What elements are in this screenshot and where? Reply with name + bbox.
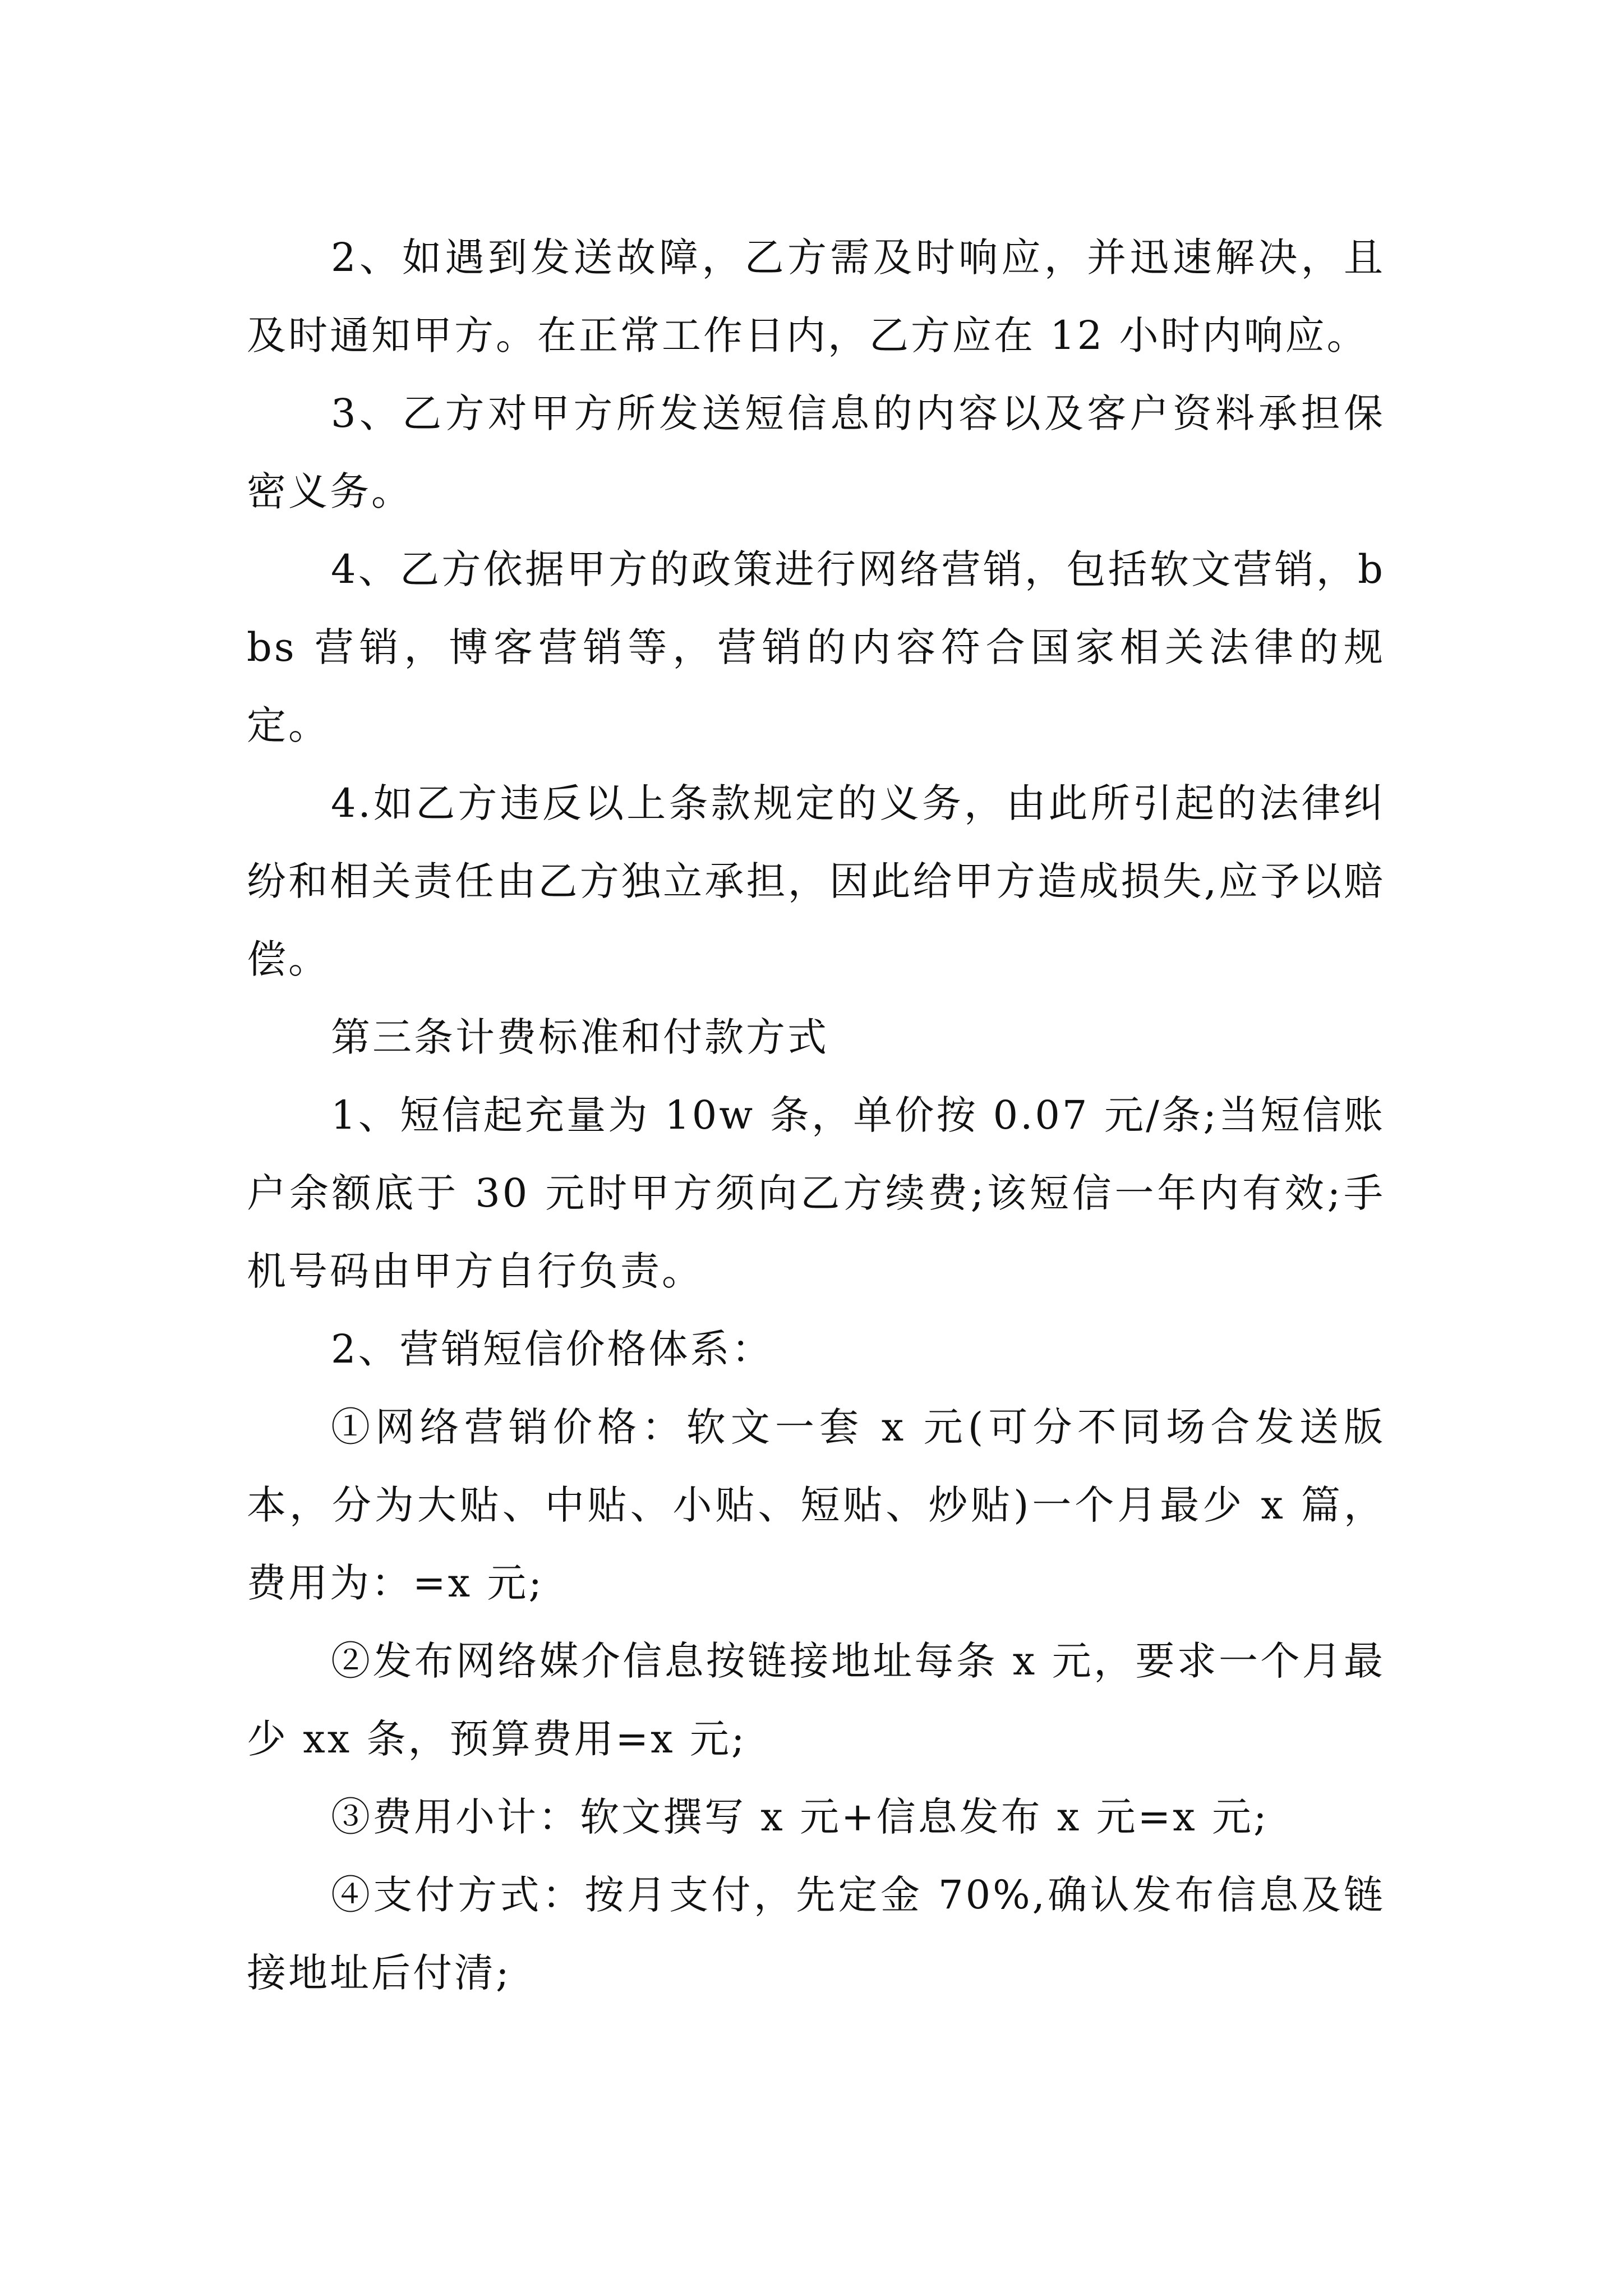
pricing-item-1: ①网络营销价格：软文一套 x 元(可分不同场合发送版本，分为大贴、中贴、小贴、短贴、炒贴)一个月最少 x 篇，费用为：=x 元; bbox=[247, 1404, 1385, 1606]
pricing-clause-1-sms: 1、短信起充量为 10w 条，单价按 0.07 元/条;当短信账户余额底于 30 元时甲方须向乙方续费;该短信一年内有效;手机号码由甲方自行负责。 bbox=[247, 1092, 1385, 1294]
clause-4-liability: 4.如乙方违反以上条款规定的义务，由此所引起的法律纠纷和相关责任由乙方独立承担，因此给甲方造成损失,应予以赔偿。 bbox=[247, 780, 1385, 982]
document-body bbox=[247, 219, 1385, 2012]
clause-3-confidentiality: 3、乙方对甲方所发送短信息的内容以及客户资料承担保密义务。 bbox=[247, 390, 1385, 514]
section-3-heading: 第三条计费标准和付款方式 bbox=[331, 1014, 829, 1060]
pricing-clause-2-title: 2、营销短信价格体系： bbox=[331, 1326, 773, 1372]
clause-2-fault-response: 2、如遇到发送故障，乙方需及时响应，并迅速解决，且及时通知甲方。在正常工作日内，乙方应在 12 小时内响应。 bbox=[247, 234, 1385, 358]
clause-4-network-marketing: 4、乙方依据甲方的政策进行网络营销，包括软文营销，bbs 营销，博客营销等，营销的内容符合国家相关法律的规定。 bbox=[247, 546, 1385, 748]
pricing-item-3: ③费用小计：软文撰写 x 元+信息发布 x 元=x 元; bbox=[331, 1794, 1269, 1840]
pricing-item-2: ②发布网络媒介信息按链接地址每条 x 元，要求一个月最少 xx 条，预算费用=x 元; bbox=[247, 1638, 1385, 1762]
pricing-item-4: ④支付方式：按月支付，先定金 70%,确认发布信息及链接地址后付清; bbox=[247, 1872, 1385, 1996]
